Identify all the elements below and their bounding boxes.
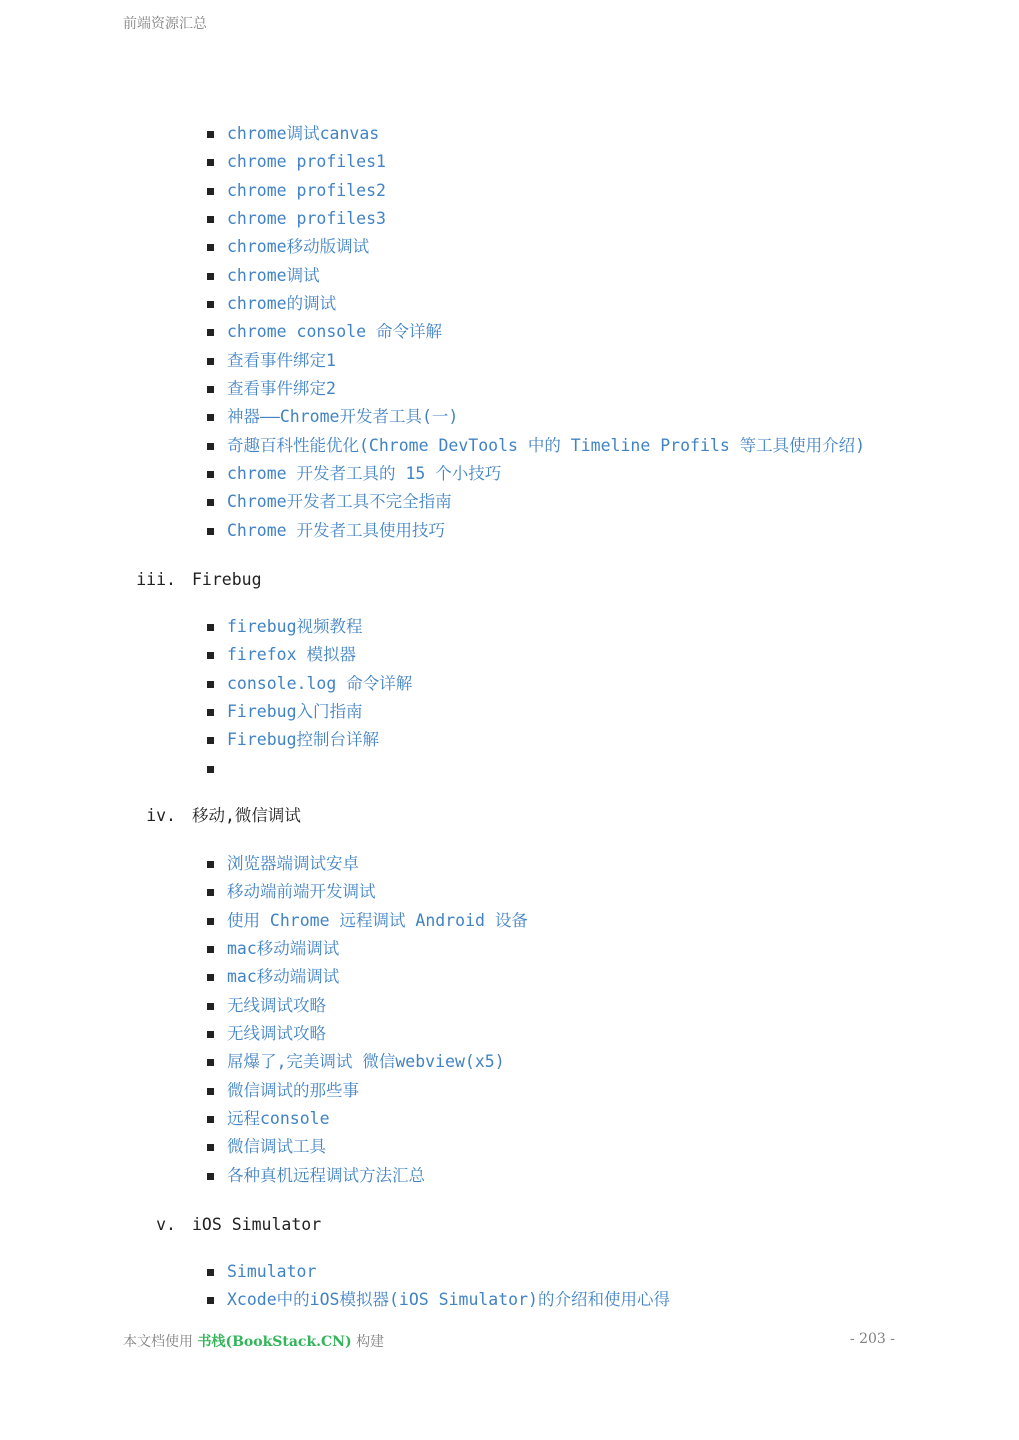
footer-suffix: 构建: [356, 1334, 385, 1350]
square-bullet-icon: [207, 709, 214, 716]
resource-link[interactable]: 屌爆了,完美调试 微信webview(x5): [227, 1052, 505, 1072]
resource-link[interactable]: mac移动端调试: [227, 939, 340, 959]
square-bullet-icon: [207, 974, 214, 981]
resource-link[interactable]: mac移动端调试: [227, 967, 340, 987]
resource-link[interactable]: 无线调试攻略: [227, 995, 326, 1015]
list-item: [0, 698, 1019, 726]
resource-link[interactable]: chrome console 命令详解: [227, 322, 443, 342]
heading-number: v.: [156, 1215, 176, 1234]
resource-link[interactable]: Chrome 开发者工具使用技巧: [227, 520, 446, 540]
square-bullet-icon: [207, 918, 214, 925]
square-bullet-icon: [207, 1173, 214, 1180]
resource-link[interactable]: chrome调试: [227, 265, 320, 285]
resource-link[interactable]: 远程console: [227, 1109, 330, 1129]
square-bullet-icon: [207, 273, 214, 280]
resource-link[interactable]: 微信调试的那些事: [227, 1080, 359, 1100]
square-bullet-icon: [207, 499, 214, 506]
list-item: [0, 878, 1019, 906]
section-heading-firebug: [0, 566, 1019, 594]
square-bullet-icon: [207, 159, 214, 166]
list-item: [0, 517, 1019, 545]
resource-link[interactable]: chrome移动版调试: [227, 237, 370, 257]
resource-link[interactable]: 奇趣百科性能优化(Chrome DevTools 中的 Timeline Profils 等工具使用介绍): [227, 435, 866, 455]
square-bullet-icon: [207, 737, 214, 744]
list-item: [0, 1105, 1019, 1133]
list-item: [0, 1258, 1019, 1286]
square-bullet-icon: [207, 1003, 214, 1010]
page-number: - 203 -: [849, 1331, 895, 1347]
list-item: [0, 1162, 1019, 1190]
square-bullet-icon: [207, 414, 214, 421]
link-list: [0, 120, 1019, 545]
chrome-links-section: [0, 120, 1019, 545]
square-bullet-icon: [207, 329, 214, 336]
square-bullet-icon: [207, 1031, 214, 1038]
section-heading-ios: [0, 1211, 1019, 1239]
resource-link[interactable]: Xcode中的iOS模拟器(iOS Simulator)的介绍和使用心得: [227, 1290, 670, 1310]
resource-link[interactable]: Firebug控制台详解: [227, 730, 380, 750]
resource-link[interactable]: firefox 模拟器: [227, 645, 356, 665]
square-bullet-icon: [207, 471, 214, 478]
heading-title: iOS Simulator: [192, 1215, 322, 1234]
square-bullet-icon: [207, 1297, 214, 1304]
list-item: [0, 963, 1019, 991]
link-list: [0, 850, 1019, 1190]
list-item: [0, 935, 1019, 963]
resource-link[interactable]: firebug视频教程: [227, 617, 363, 636]
square-bullet-icon: [207, 1144, 214, 1151]
list-item: [0, 641, 1019, 669]
footer-brand-link[interactable]: 书栈(BookStack.CN): [197, 1334, 352, 1350]
list-item: [0, 1077, 1019, 1105]
link-list: [0, 613, 1019, 783]
square-bullet-icon: [207, 216, 214, 223]
document-footer: [123, 1331, 895, 1351]
list-item: [0, 233, 1019, 261]
list-item: [0, 670, 1019, 698]
resource-link[interactable]: 神器——Chrome开发者工具(一): [227, 407, 459, 427]
resource-link[interactable]: Firebug入门指南: [227, 702, 363, 722]
square-bullet-icon: [207, 889, 214, 896]
list-item: [0, 1020, 1019, 1048]
list-item: [0, 375, 1019, 403]
footer-prefix: 本文档使用: [123, 1334, 193, 1350]
resource-link[interactable]: Chrome开发者工具不完全指南: [227, 492, 452, 512]
section-heading-mobile: [0, 802, 1019, 830]
resource-link[interactable]: 查看事件绑定2: [227, 379, 336, 399]
ios-links-section: [0, 1258, 1019, 1315]
square-bullet-icon: [207, 443, 214, 450]
list-item: [0, 403, 1019, 431]
resource-link[interactable]: chrome 开发者工具的 15 个小技巧: [227, 464, 502, 484]
resource-link[interactable]: 查看事件绑定1: [227, 350, 336, 370]
square-bullet-icon: [207, 652, 214, 659]
resource-link[interactable]: 移动端前端开发调试: [227, 882, 376, 902]
resource-link[interactable]: chrome profiles2: [227, 180, 386, 200]
heading-number: iii.: [136, 570, 176, 589]
list-item: [0, 432, 1019, 460]
square-bullet-icon: [207, 1116, 214, 1123]
square-bullet-icon: [207, 1269, 214, 1276]
list-item: [0, 488, 1019, 516]
list-item: [0, 347, 1019, 375]
list-item: [0, 262, 1019, 290]
square-bullet-icon: [207, 358, 214, 365]
resource-link[interactable]: chrome profiles3: [227, 209, 386, 229]
resource-link[interactable]: console.log 命令详解: [227, 673, 413, 693]
list-item: [0, 992, 1019, 1020]
firebug-links-section: [0, 613, 1019, 783]
resource-link[interactable]: chrome的调试: [227, 294, 337, 314]
document-header-title: 前端资源汇总: [123, 16, 207, 32]
list-item: [0, 318, 1019, 346]
list-item: [0, 290, 1019, 318]
list-item: [0, 850, 1019, 878]
resource-link[interactable]: 使用 Chrome 远程调试 Android 设备: [227, 910, 528, 930]
list-item: [0, 148, 1019, 176]
square-bullet-icon: [207, 1088, 214, 1095]
list-item: [0, 205, 1019, 233]
list-item: [0, 177, 1019, 205]
list-item: [0, 907, 1019, 935]
square-bullet-icon: [207, 244, 214, 251]
square-bullet-icon: [207, 1059, 214, 1066]
square-bullet-icon: [207, 188, 214, 195]
list-item: [0, 1286, 1019, 1314]
square-bullet-icon: [207, 624, 214, 631]
square-bullet-icon: [207, 528, 214, 535]
heading-title: Firebug: [192, 570, 262, 589]
heading-title: 移动,微信调试: [192, 806, 301, 825]
list-item: [0, 1048, 1019, 1076]
square-bullet-icon: [207, 301, 214, 308]
square-bullet-icon: [207, 861, 214, 868]
link-list: [0, 1258, 1019, 1315]
list-item: [0, 726, 1019, 754]
list-item: [0, 613, 1019, 641]
list-item: [0, 755, 1019, 783]
resource-link[interactable]: chrome调试canvas: [227, 124, 380, 143]
heading-number: iv.: [146, 806, 176, 825]
list-item: [0, 120, 1019, 148]
square-bullet-icon: [207, 946, 214, 953]
resource-link[interactable]: chrome profiles1: [227, 152, 386, 172]
list-item: [0, 460, 1019, 488]
resource-link[interactable]: 无线调试攻略: [227, 1024, 326, 1044]
square-bullet-icon: [207, 681, 214, 688]
resource-link[interactable]: 各种真机远程调试方法汇总: [227, 1165, 425, 1185]
square-bullet-icon: [207, 386, 214, 393]
resource-link[interactable]: 微信调试工具: [227, 1137, 326, 1157]
resource-link[interactable]: 浏览器端调试安卓: [227, 854, 359, 873]
resource-link[interactable]: Simulator: [227, 1262, 317, 1281]
mobile-links-section: [0, 850, 1019, 1190]
square-bullet-icon: [207, 766, 214, 773]
square-bullet-icon: [207, 131, 214, 138]
list-item: [0, 1133, 1019, 1161]
